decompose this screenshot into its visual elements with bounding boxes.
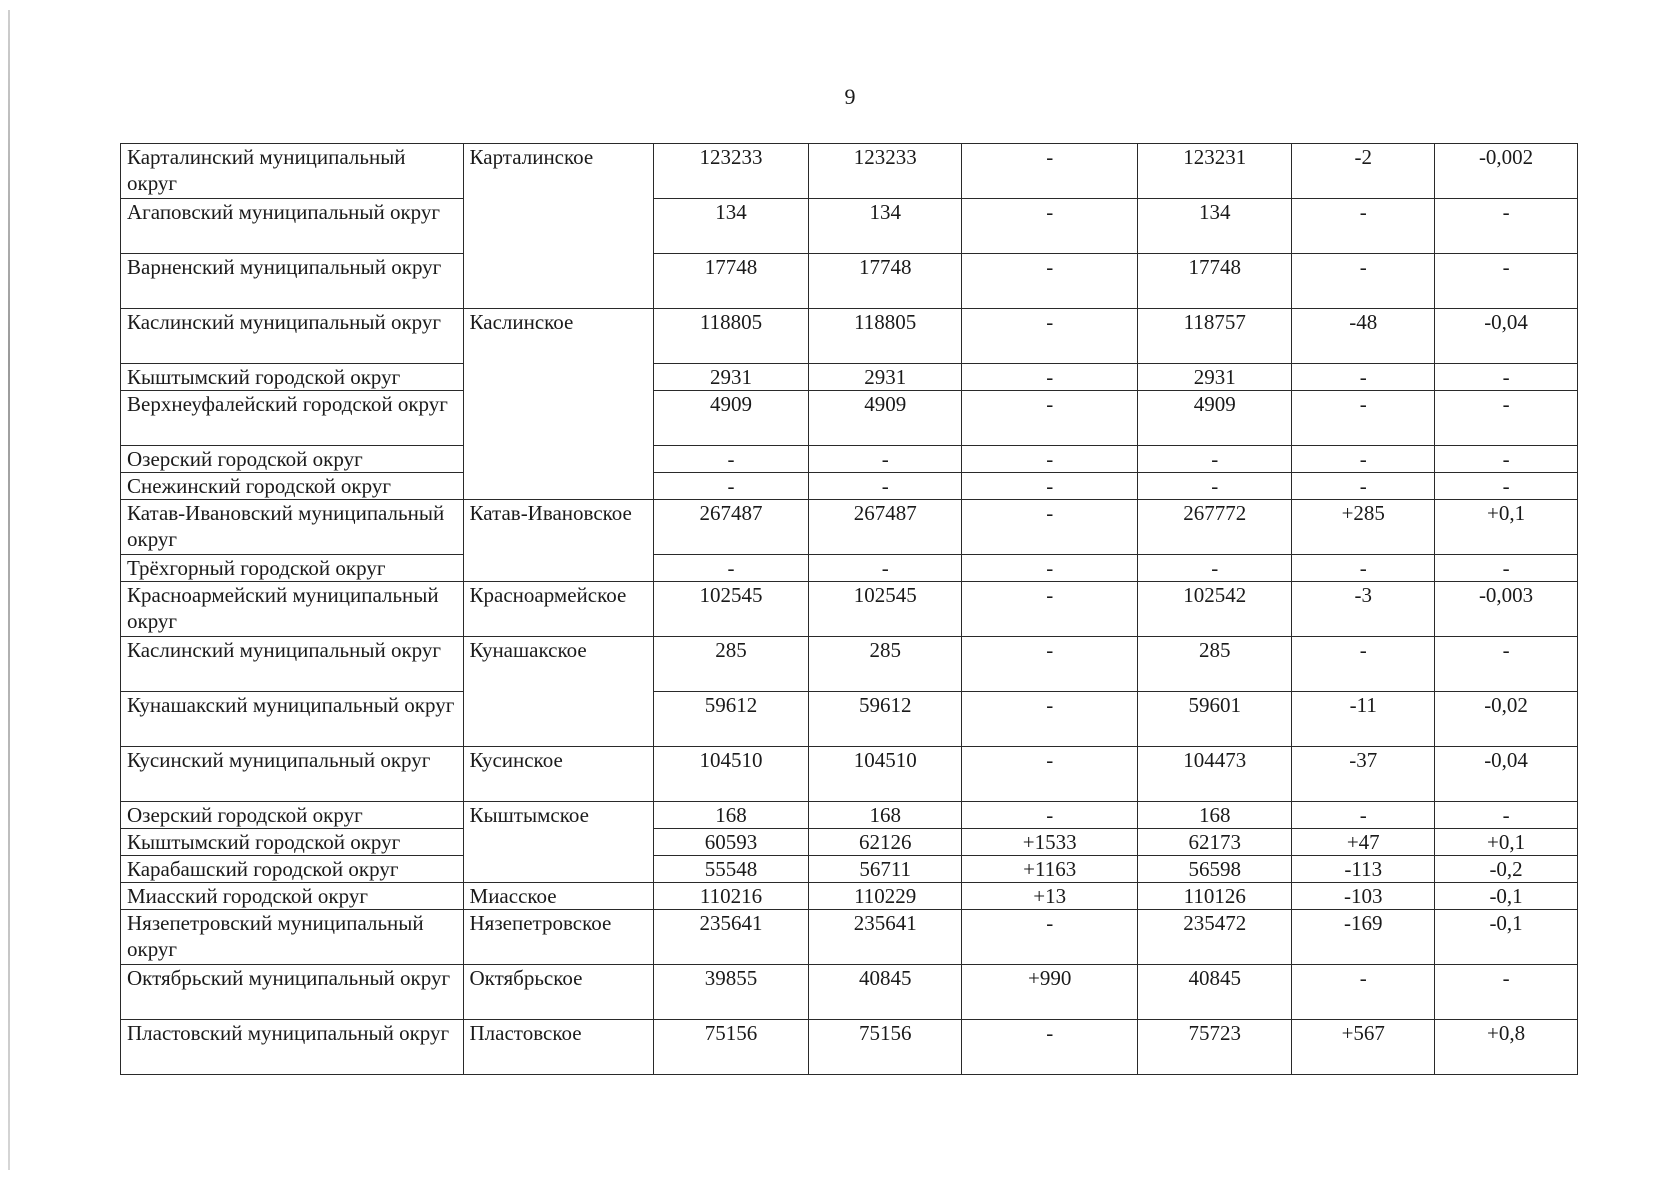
municipality-name-cell: Кыштымский городской округ [121,829,464,856]
zone-cell: Пластовское [463,1020,653,1075]
value-col-2-cell: 134 [809,199,962,254]
table-row [121,910,1578,965]
table-row [121,199,1578,254]
municipality-name-cell: Кунашакский муниципальный округ [121,692,464,747]
municipality-name-cell: Озерский городской округ [121,802,464,829]
value-col-4-cell: 267772 [1138,500,1292,555]
value-col-6-cell: +0,1 [1435,829,1578,856]
value-col-5-cell: -11 [1292,692,1435,747]
municipality-name-cell: Катав-Ивановский муниципальный округ [121,500,464,555]
zone-cell: Катав-Ивановское [463,500,653,582]
value-col-5-cell: +47 [1292,829,1435,856]
value-col-5-cell: +567 [1292,1020,1435,1075]
zone-cell: Каслинское [463,309,653,500]
municipality-name-cell: Каслинский муниципальный округ [121,637,464,692]
value-col-2-cell: 118805 [809,309,962,364]
value-col-1-cell: 123233 [653,144,808,199]
value-col-2-cell: 75156 [809,1020,962,1075]
value-col-5-cell: - [1292,446,1435,473]
value-col-6-cell: -0,02 [1435,692,1578,747]
municipality-name-cell: Нязепетровский муниципальный округ [121,910,464,965]
value-col-3-cell: - [962,910,1138,965]
value-col-3-cell: - [962,500,1138,555]
value-col-4-cell: 59601 [1138,692,1292,747]
table-row [121,555,1578,582]
value-col-6-cell: -0,04 [1435,747,1578,802]
municipality-name-cell: Миасский городской округ [121,883,464,910]
value-col-1-cell: 55548 [653,856,808,883]
value-col-5-cell: - [1292,364,1435,391]
value-col-6-cell: - [1435,637,1578,692]
value-col-6-cell: -0,1 [1435,910,1578,965]
table-row [121,1020,1578,1075]
value-col-5-cell: -48 [1292,309,1435,364]
value-col-6-cell: -0,04 [1435,309,1578,364]
table-row [121,802,1578,829]
municipality-name-cell: Каслинский муниципальный округ [121,309,464,364]
value-col-3-cell: - [962,446,1138,473]
zone-cell: Миасское [463,883,653,910]
value-col-4-cell: 123231 [1138,144,1292,199]
value-col-6-cell: - [1435,391,1578,446]
value-col-6-cell: -0,002 [1435,144,1578,199]
value-col-1-cell: 59612 [653,692,808,747]
zone-cell: Карталинское [463,144,653,309]
value-col-6-cell: - [1435,555,1578,582]
value-col-4-cell: 285 [1138,637,1292,692]
table-row [121,582,1578,637]
table-row [121,883,1578,910]
value-col-4-cell: 2931 [1138,364,1292,391]
value-col-5-cell: +285 [1292,500,1435,555]
value-col-2-cell: - [809,473,962,500]
value-col-4-cell: 134 [1138,199,1292,254]
value-col-2-cell: 40845 [809,965,962,1020]
zone-cell: Кунашакское [463,637,653,747]
value-col-2-cell: 267487 [809,500,962,555]
municipality-name-cell: Пластовский муниципальный округ [121,1020,464,1075]
value-col-3-cell: - [962,391,1138,446]
municipality-name-cell: Октябрьский муниципальный округ [121,965,464,1020]
table-body [121,144,1578,1075]
value-col-1-cell: - [653,473,808,500]
value-col-4-cell: 62173 [1138,829,1292,856]
value-col-6-cell: - [1435,965,1578,1020]
table-row [121,692,1578,747]
value-col-5-cell: - [1292,391,1435,446]
value-col-4-cell: 235472 [1138,910,1292,965]
value-col-4-cell: 40845 [1138,965,1292,1020]
municipality-name-cell: Кыштымский городской округ [121,364,464,391]
zone-cell: Нязепетровское [463,910,653,965]
value-col-2-cell: - [809,555,962,582]
value-col-6-cell: +0,1 [1435,500,1578,555]
value-col-2-cell: 168 [809,802,962,829]
value-col-4-cell: 17748 [1138,254,1292,309]
value-col-1-cell: 2931 [653,364,808,391]
scan-edge [8,10,10,1170]
value-col-3-cell: +1163 [962,856,1138,883]
table-row [121,747,1578,802]
value-col-1-cell: 168 [653,802,808,829]
value-col-6-cell: - [1435,473,1578,500]
value-col-3-cell: - [962,582,1138,637]
municipality-name-cell: Верхнеуфалейский городской округ [121,391,464,446]
value-col-4-cell: 118757 [1138,309,1292,364]
table-row [121,500,1578,555]
value-col-3-cell: - [962,473,1138,500]
value-col-4-cell: 110126 [1138,883,1292,910]
value-col-5-cell: -113 [1292,856,1435,883]
value-col-1-cell: 60593 [653,829,808,856]
value-col-1-cell: 104510 [653,747,808,802]
value-col-2-cell: 110229 [809,883,962,910]
value-col-4-cell: 104473 [1138,747,1292,802]
table-row [121,364,1578,391]
value-col-2-cell: 59612 [809,692,962,747]
municipality-name-cell: Снежинский городской округ [121,473,464,500]
table-row [121,446,1578,473]
value-col-3-cell: - [962,199,1138,254]
value-col-4-cell: 4909 [1138,391,1292,446]
value-col-4-cell: - [1138,446,1292,473]
value-col-5-cell: - [1292,802,1435,829]
value-col-2-cell: 17748 [809,254,962,309]
value-col-2-cell: 104510 [809,747,962,802]
value-col-6-cell: - [1435,446,1578,473]
value-col-5-cell: -169 [1292,910,1435,965]
municipality-name-cell: Агаповский муниципальный округ [121,199,464,254]
value-col-5-cell: - [1292,473,1435,500]
value-col-5-cell: -103 [1292,883,1435,910]
value-col-2-cell: 4909 [809,391,962,446]
value-col-3-cell: - [962,802,1138,829]
value-col-2-cell: 102545 [809,582,962,637]
municipality-name-cell: Варненский муниципальный округ [121,254,464,309]
value-col-5-cell: - [1292,637,1435,692]
data-table [120,143,1578,1075]
value-col-6-cell: - [1435,364,1578,391]
value-col-2-cell: 123233 [809,144,962,199]
value-col-4-cell: - [1138,473,1292,500]
value-col-3-cell: - [962,309,1138,364]
zone-cell: Кыштымское [463,802,653,883]
value-col-1-cell: 267487 [653,500,808,555]
value-col-5-cell: - [1292,965,1435,1020]
page-number: 9 [844,84,856,109]
value-col-5-cell: - [1292,199,1435,254]
value-col-3-cell: - [962,747,1138,802]
value-col-1-cell: 134 [653,199,808,254]
value-col-5-cell: - [1292,254,1435,309]
value-col-5-cell: -2 [1292,144,1435,199]
value-col-2-cell: 235641 [809,910,962,965]
value-col-6-cell: +0,8 [1435,1020,1578,1075]
table-row [121,473,1578,500]
value-col-4-cell: 168 [1138,802,1292,829]
value-col-1-cell: 17748 [653,254,808,309]
table-row [121,829,1578,856]
table-row [121,637,1578,692]
value-col-1-cell: 285 [653,637,808,692]
zone-cell: Красноармейское [463,582,653,637]
value-col-4-cell: 75723 [1138,1020,1292,1075]
value-col-3-cell: +13 [962,883,1138,910]
table-row [121,309,1578,364]
value-col-2-cell: - [809,446,962,473]
table-row [121,254,1578,309]
value-col-3-cell: +1533 [962,829,1138,856]
municipality-name-cell: Кусинский муниципальный округ [121,747,464,802]
municipality-name-cell: Озерский городской округ [121,446,464,473]
value-col-2-cell: 62126 [809,829,962,856]
value-col-3-cell: - [962,144,1138,199]
table-row [121,965,1578,1020]
municipality-name-cell: Карталинский муниципальный округ [121,144,464,199]
table-row [121,856,1578,883]
municipality-name-cell: Трёхгорный городской округ [121,555,464,582]
value-col-6-cell: -0,2 [1435,856,1578,883]
value-col-3-cell: - [962,254,1138,309]
value-col-1-cell: 4909 [653,391,808,446]
table-row [121,144,1578,199]
value-col-1-cell: 110216 [653,883,808,910]
value-col-2-cell: 2931 [809,364,962,391]
municipality-name-cell: Карабашский городской округ [121,856,464,883]
value-col-3-cell: +990 [962,965,1138,1020]
value-col-2-cell: 285 [809,637,962,692]
value-col-1-cell: 75156 [653,1020,808,1075]
value-col-3-cell: - [962,364,1138,391]
value-col-6-cell: - [1435,802,1578,829]
value-col-6-cell: - [1435,254,1578,309]
value-col-1-cell: - [653,446,808,473]
value-col-1-cell: 39855 [653,965,808,1020]
value-col-5-cell: -3 [1292,582,1435,637]
value-col-4-cell: - [1138,555,1292,582]
zone-cell: Кусинское [463,747,653,802]
value-col-4-cell: 102542 [1138,582,1292,637]
value-col-1-cell: 102545 [653,582,808,637]
value-col-1-cell: - [653,555,808,582]
value-col-5-cell: - [1292,555,1435,582]
value-col-6-cell: -0,003 [1435,582,1578,637]
value-col-5-cell: -37 [1292,747,1435,802]
value-col-1-cell: 118805 [653,309,808,364]
value-col-3-cell: - [962,692,1138,747]
value-col-4-cell: 56598 [1138,856,1292,883]
value-col-3-cell: - [962,1020,1138,1075]
table-row [121,391,1578,446]
zone-cell: Октябрьское [463,965,653,1020]
value-col-6-cell: -0,1 [1435,883,1578,910]
value-col-3-cell: - [962,555,1138,582]
value-col-3-cell: - [962,637,1138,692]
value-col-6-cell: - [1435,199,1578,254]
value-col-1-cell: 235641 [653,910,808,965]
value-col-2-cell: 56711 [809,856,962,883]
municipality-name-cell: Красноармейский муниципальный округ [121,582,464,637]
